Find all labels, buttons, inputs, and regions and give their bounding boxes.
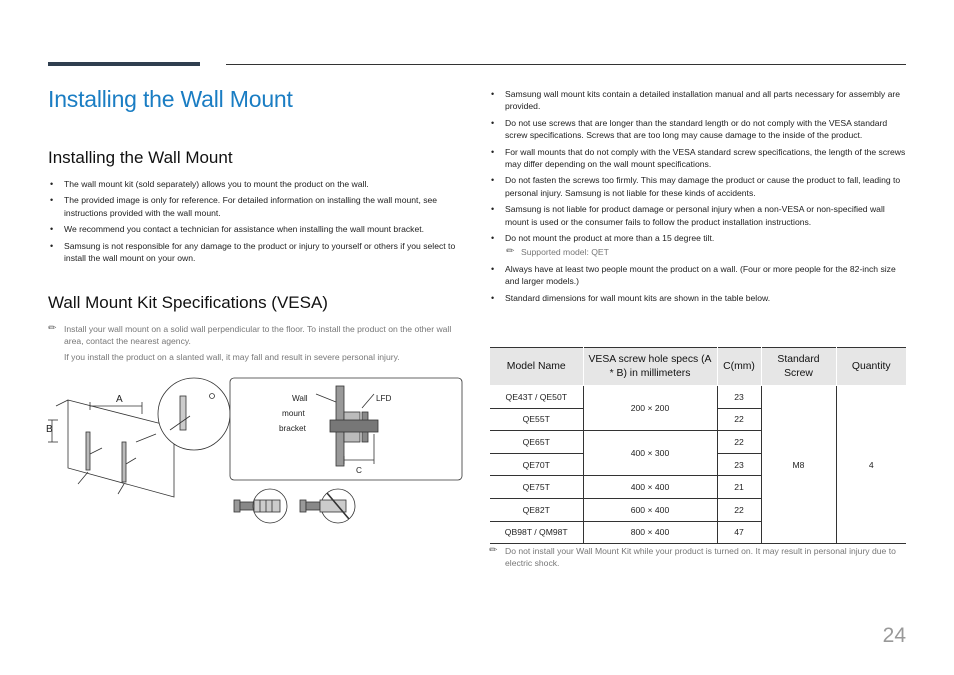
- supported-model-note: [505, 246, 909, 258]
- correct-screw-icon: [234, 489, 287, 523]
- incorrect-screw-icon: [300, 489, 355, 523]
- list-item: • Samsung wall mount kits contain a detailed installation manual and all parts necessary for assembly are provided.: [489, 88, 909, 113]
- header-quantity: Quantity: [836, 348, 906, 386]
- installing-bullet-list: [48, 178, 460, 268]
- cell-quantity: 4: [836, 386, 906, 544]
- cell-c: 22: [717, 498, 761, 521]
- label-a: A: [116, 394, 123, 405]
- cell-vesa: 400 × 400: [583, 476, 717, 499]
- page-number: 24: [882, 624, 906, 647]
- note-text: Do not install your Wall Mount Kit while your product is turned on. It may result in personal injury due to electric shock.: [505, 546, 896, 569]
- wall-mount-label-1: Wall: [292, 394, 308, 403]
- pencil-icon: ✏: [48, 323, 57, 334]
- list-item: • We recommend you contact a technician for assistance when installing the wall mount bracket.: [48, 223, 460, 235]
- cell-c: 23: [717, 453, 761, 476]
- list-item: • Samsung is not responsible for any damage to the product or injury to yourself or others if you select to install the wall mount on your own.: [48, 240, 460, 265]
- cell-c: 47: [717, 521, 761, 544]
- list-item: • Samsung is not liable for product damage or personal injury when a non-VESA or non-specified wall mount is used or the consumer fails to follow the product installation instructions.: [489, 203, 909, 228]
- wall-mount-label-2: mount: [282, 409, 305, 418]
- lfd-label: LFD: [376, 394, 392, 403]
- cell-c: 22: [717, 431, 761, 454]
- pencil-icon: ✏: [489, 545, 498, 556]
- note-line: If you install the product on a slanted wall, it may fall and result in severe personal injury.: [64, 351, 400, 362]
- cell-c: 21: [717, 476, 761, 499]
- list-item: • Do not fasten the screws too firmly. This may damage the product or cause the product to fall, leading to personal injury. Samsung is not liable for these kinds of accidents.: [489, 174, 909, 199]
- section-title-installing: Installing the Wall Mount: [48, 148, 233, 167]
- header-standard-screw: Standard Screw: [761, 348, 836, 386]
- cell-model: QE82T: [490, 498, 583, 521]
- vesa-bullet-list: [489, 88, 909, 308]
- list-item: • For wall mounts that do not comply with the VESA standard screw specifications, the length of the screws may differ depending on the wall mount specifications.: [489, 146, 909, 171]
- cell-model: QE43T / QE50T: [490, 386, 583, 409]
- tilt-text: Do not mount the product at more than a 15 degree tilt.: [505, 233, 715, 244]
- header-c-mm: C(mm): [717, 348, 761, 386]
- note-line: Install your wall mount on a solid wall perpendicular to the floor. To install the product on the other wall area, contact the nearest agency.: [64, 324, 452, 347]
- vesa-note: [48, 323, 460, 363]
- cell-c: 22: [717, 408, 761, 431]
- list-item: • The provided image is only for reference. For detailed information on installing the wall mount, see instructions provided with the wall mount.: [48, 194, 460, 219]
- electric-shock-note: [489, 545, 907, 570]
- wall-panel-illustration: [48, 378, 230, 497]
- page-title: Installing the Wall Mount: [48, 86, 293, 112]
- label-c: C: [356, 466, 362, 475]
- cell-model: QE70T: [490, 453, 583, 476]
- label-b: B: [46, 424, 53, 435]
- table-row: [490, 386, 906, 409]
- list-item: • Do not use screws that are longer than the standard length or do not comply with the VESA standard screw specifications. Screws that are too long may cause damage to the inside of the product.: [489, 117, 909, 142]
- header-vesa: VESA screw hole specs (A * B) in millimeters: [583, 348, 717, 386]
- cell-vesa: 600 × 400: [583, 498, 717, 521]
- list-item: [489, 232, 909, 259]
- list-item: • Standard dimensions for wall mount kits are shown in the table below.: [489, 292, 909, 304]
- cell-vesa: 400 × 300: [583, 431, 717, 476]
- pencil-icon: ✏: [506, 246, 515, 258]
- header-accent-bar: [48, 62, 200, 66]
- wall-mount-diagram: [44, 372, 466, 530]
- header-model-name: Model Name: [490, 348, 583, 386]
- header-rule: [226, 64, 906, 65]
- cell-c: 23: [717, 386, 761, 409]
- cell-model: QE55T: [490, 408, 583, 431]
- cell-model: QB98T / QM98T: [490, 521, 583, 544]
- cell-model: QE65T: [490, 431, 583, 454]
- list-item: • The wall mount kit (sold separately) allows you to mount the product on the wall.: [48, 178, 460, 190]
- cell-vesa: 200 × 200: [583, 386, 717, 431]
- cell-vesa: 800 × 400: [583, 521, 717, 544]
- vesa-spec-table: [490, 347, 906, 544]
- cell-screw: M8: [761, 386, 836, 544]
- section-title-vesa: Wall Mount Kit Specifications (VESA): [48, 293, 328, 312]
- table-header-row: [490, 348, 906, 386]
- wall-mount-label-3: bracket: [279, 424, 306, 433]
- supported-model-text: Supported model: QET: [521, 247, 609, 258]
- list-item: • Always have at least two people mount the product on a wall. (Four or more people for the 82-inch size and larger models.): [489, 263, 909, 288]
- cell-model: QE75T: [490, 476, 583, 499]
